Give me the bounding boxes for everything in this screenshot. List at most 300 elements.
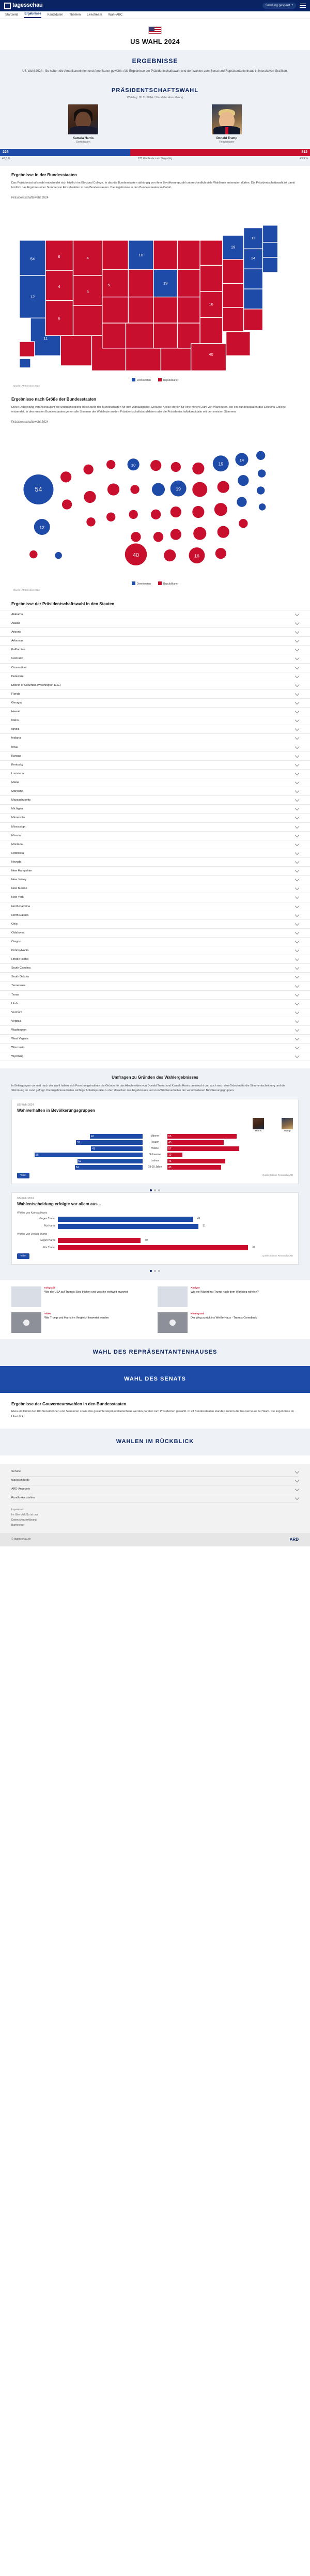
chevron-down-icon bbox=[295, 709, 299, 713]
avatar-trump bbox=[212, 104, 242, 134]
state-label: Massachusetts bbox=[11, 799, 31, 802]
chevron-down-icon bbox=[295, 912, 299, 916]
chevron-down-icon bbox=[295, 868, 299, 872]
teaser-item[interactable] bbox=[11, 1286, 152, 1307]
states-accordion-heading: Ergebnisse der Präsidentschaftswahl in den Staaten bbox=[11, 602, 115, 607]
nav-item-ergebnisse[interactable]: Ergebnisse bbox=[24, 12, 41, 19]
chevron-down-icon bbox=[295, 683, 299, 687]
accordion-item-state[interactable] bbox=[0, 725, 310, 734]
state-label: Iowa bbox=[11, 745, 18, 749]
state-label: Florida bbox=[11, 692, 21, 696]
chevron-down-icon bbox=[295, 798, 299, 802]
states-accordion bbox=[0, 610, 310, 1062]
chevron-down-icon bbox=[295, 815, 299, 819]
card-source: Quelle: Edison Research/ARD bbox=[262, 1254, 293, 1258]
carousel-dot-2[interactable] bbox=[154, 1270, 156, 1272]
map-legend bbox=[6, 376, 304, 384]
accordion-item-state[interactable] bbox=[0, 699, 310, 708]
state-label: Michigan bbox=[11, 807, 23, 811]
chevron-down-icon bbox=[295, 735, 299, 740]
state-label: West Virginia bbox=[11, 1037, 28, 1041]
teaser-item[interactable] bbox=[158, 1312, 299, 1333]
row-label: Latinos bbox=[150, 1159, 160, 1163]
accordion-item-state[interactable] bbox=[0, 619, 310, 628]
chevron-down-icon bbox=[295, 1036, 299, 1040]
chart-row bbox=[17, 1146, 293, 1151]
carousel-pager-2[interactable] bbox=[11, 1270, 299, 1272]
us-map-bubbles[interactable] bbox=[6, 430, 296, 579]
mini-candidate-trump bbox=[282, 1118, 293, 1133]
state-label: Kalifornien bbox=[11, 648, 25, 652]
menu-icon[interactable] bbox=[300, 4, 306, 8]
nav-item-wahl-abc[interactable]: Wahl-ABC bbox=[108, 13, 123, 17]
chevron-down-icon bbox=[295, 1054, 299, 1058]
state-label: Georgia bbox=[11, 701, 22, 704]
state-label: Maryland bbox=[11, 790, 24, 793]
chevron-down-icon bbox=[295, 842, 299, 846]
state-label: Tennessee bbox=[11, 984, 26, 988]
row-label: Für Trump bbox=[43, 1246, 55, 1249]
state-label: Kansas bbox=[11, 754, 21, 758]
svg-text:11: 11 bbox=[43, 336, 48, 341]
accordion-item-state[interactable] bbox=[0, 664, 310, 672]
nav-item-themen[interactable]: Themen bbox=[69, 13, 81, 17]
chevron-down-icon bbox=[295, 656, 299, 660]
chevron-down-icon bbox=[295, 877, 299, 881]
svg-text:6: 6 bbox=[58, 316, 60, 321]
presidential-title: PRÄSIDENTSCHAFTSWAHL bbox=[112, 87, 198, 94]
map-label: Präsidentschaftswahl 2024 bbox=[11, 196, 49, 200]
chart-row bbox=[17, 1238, 293, 1243]
teaser-kicker: Infografik bbox=[44, 1286, 55, 1289]
footer-link-barrierefrei[interactable]: Barrierefrei bbox=[11, 1524, 24, 1527]
chart-row bbox=[17, 1153, 293, 1157]
accordion-item-state[interactable] bbox=[0, 1026, 310, 1035]
accordion-item-state[interactable] bbox=[0, 628, 310, 637]
teaser-title: Wie die USA auf Trumps Sieg blicken und was ihn weltweit erwartet bbox=[44, 1290, 128, 1294]
value-right: 55 bbox=[168, 1135, 172, 1139]
chevron-down-icon bbox=[295, 1001, 299, 1005]
electoral-votes-dem: 226 bbox=[0, 149, 130, 156]
label-needed: 270 Wahlleute zum Sieg nötig bbox=[137, 157, 173, 160]
accordion-item-state[interactable] bbox=[0, 832, 310, 840]
nav-item-kandidaten[interactable]: Kandidaten bbox=[47, 13, 64, 17]
state-label: Ohio bbox=[11, 922, 18, 926]
svg-text:14: 14 bbox=[251, 256, 256, 261]
senate-section-header: WAHL DES SENATS bbox=[0, 1366, 310, 1393]
electoral-heading: Ergebnisse in der Bundesstaaten bbox=[11, 172, 77, 177]
accordion-item-state[interactable] bbox=[0, 778, 310, 787]
state-label: New York bbox=[11, 896, 24, 899]
state-label: Kentucky bbox=[11, 763, 24, 766]
chevron-down-icon bbox=[295, 983, 299, 987]
electoral-vote-bar bbox=[0, 149, 310, 156]
footer-row-ard-angebote[interactable] bbox=[11, 1485, 299, 1494]
accordion-item-state[interactable] bbox=[0, 708, 310, 716]
carousel-dot-1[interactable] bbox=[150, 1270, 152, 1272]
chevron-down-icon bbox=[295, 621, 299, 625]
state-label: South Dakota bbox=[11, 975, 29, 979]
hero bbox=[0, 19, 310, 50]
teaser-thumbnail bbox=[11, 1286, 41, 1307]
intro-band bbox=[0, 50, 310, 83]
state-label: Indiana bbox=[11, 737, 21, 740]
carousel-pager[interactable] bbox=[11, 1189, 299, 1191]
teaser-thumbnail-video bbox=[158, 1312, 188, 1333]
row-value: 69 bbox=[252, 1246, 256, 1249]
row-label: Gegen Harris bbox=[40, 1238, 55, 1242]
svg-text:54: 54 bbox=[30, 256, 35, 262]
state-label: District of Columbia (Washington D.C.) bbox=[11, 683, 61, 687]
survey-card-groups bbox=[11, 1099, 299, 1184]
chevron-down-icon bbox=[295, 1045, 299, 1049]
bubble-map-caption: Quelle: AP/Election 2024 bbox=[13, 588, 40, 591]
carousel-dot-1[interactable] bbox=[150, 1189, 152, 1191]
size-section bbox=[0, 390, 310, 424]
accordion-item-state[interactable] bbox=[0, 911, 310, 920]
state-label: Hawaii bbox=[11, 710, 20, 714]
chevron-down-icon bbox=[295, 948, 299, 952]
card-source: Quelle: Edison Research/ARD bbox=[262, 1174, 293, 1177]
accordion-item-state[interactable] bbox=[0, 938, 310, 946]
chevron-down-icon: ▾ bbox=[291, 4, 293, 7]
row-label: Weiße bbox=[151, 1147, 159, 1151]
candidate-party: Republikaner bbox=[219, 141, 235, 144]
accordion-item-state[interactable] bbox=[0, 743, 310, 752]
candidate-trump bbox=[155, 104, 299, 145]
chevron-down-icon bbox=[295, 762, 299, 766]
chevron-down-icon bbox=[295, 930, 299, 934]
carousel-dot-3[interactable] bbox=[158, 1189, 160, 1191]
footer-link-ueberblick[interactable]: Im Überblick/So ist uns bbox=[11, 1513, 38, 1517]
accordion-item-state[interactable] bbox=[0, 867, 310, 876]
us-map-choropleth[interactable] bbox=[6, 205, 296, 376]
surveys-text: In Befragungen vor und nach der Wahl haben sich Forschungsinstitute die Gründe für das Abschneiden von Donald Trump und Kamala Harris untersucht und auch nach den Gründen für die Stimmentscheidung und die Stimmung im Land gefragt. Die Ergebnisse bieten wichtige Anhaltspunkte zu den Ursachen des Ergebnisses und zum Wählerverhalten der verschiedenen Bevölkerungsgruppen. bbox=[11, 1084, 285, 1093]
value-right: 46 bbox=[168, 1160, 172, 1163]
chevron-down-icon bbox=[295, 1019, 299, 1023]
brand-name: tagesschau bbox=[12, 2, 43, 9]
accordion-item-state[interactable] bbox=[0, 823, 310, 832]
state-label: Mississippi bbox=[11, 825, 26, 829]
survey-card-motivation bbox=[11, 1192, 299, 1265]
state-label: Maine bbox=[11, 780, 20, 784]
chevron-down-icon bbox=[295, 753, 299, 757]
state-label: Virginia bbox=[11, 1019, 21, 1023]
svg-text:12: 12 bbox=[39, 525, 45, 530]
live-status-pill[interactable] bbox=[262, 3, 296, 9]
share-button[interactable]: Teilen bbox=[17, 1173, 29, 1178]
accordion-item-state[interactable] bbox=[0, 610, 310, 619]
main-nav bbox=[0, 11, 310, 19]
state-label: Minnesota bbox=[11, 816, 25, 820]
footer-link-impressum[interactable]: Impressum bbox=[11, 1508, 24, 1512]
state-label: Wyoming bbox=[11, 1055, 24, 1059]
card-candidate-header bbox=[17, 1118, 293, 1133]
accordion-item-state[interactable] bbox=[0, 902, 310, 911]
accordion-item-state[interactable] bbox=[0, 787, 310, 796]
footer-link-datenschutz[interactable]: Datenschutzerklärung bbox=[11, 1519, 37, 1522]
intro-heading: ERGEBNISSE bbox=[132, 57, 178, 65]
svg-text:16: 16 bbox=[194, 553, 199, 559]
row-label: 18-29 Jahre bbox=[148, 1166, 162, 1169]
accordion-item-state[interactable] bbox=[0, 752, 310, 761]
avatar-harris bbox=[68, 104, 98, 134]
accordion-item-state[interactable] bbox=[0, 1035, 310, 1044]
accordion-item-state[interactable] bbox=[0, 991, 310, 1000]
accordion-item-state[interactable] bbox=[0, 1052, 310, 1061]
accordion-item-state[interactable] bbox=[0, 1017, 310, 1026]
state-label: North Carolina bbox=[11, 904, 30, 908]
row-label: Männer bbox=[150, 1134, 160, 1138]
state-label: Colorado bbox=[11, 657, 23, 661]
logo-mark-icon bbox=[4, 3, 11, 9]
candidate-harris bbox=[11, 104, 155, 145]
state-label: Vermont bbox=[11, 1010, 22, 1014]
value-left: 53 bbox=[77, 1141, 80, 1145]
electoral-bar-labels bbox=[0, 156, 310, 166]
svg-text:4: 4 bbox=[58, 284, 60, 289]
state-label: Utah bbox=[11, 1002, 18, 1005]
state-label: Connecticut bbox=[11, 666, 27, 669]
chevron-down-icon bbox=[295, 895, 299, 899]
row-value: 49 bbox=[197, 1217, 200, 1221]
chart-row bbox=[17, 1159, 293, 1163]
accordion-item-state[interactable] bbox=[0, 672, 310, 681]
accordion-item-state[interactable] bbox=[0, 1008, 310, 1017]
row-label: Schwarze bbox=[149, 1153, 161, 1157]
value-right: 57 bbox=[168, 1147, 172, 1151]
teaser-thumbnail bbox=[158, 1286, 188, 1307]
accordion-item-state[interactable] bbox=[0, 761, 310, 770]
page-title: US WAHL 2024 bbox=[130, 38, 180, 45]
bubble-map-label: Präsidentschaftswahl 2024 bbox=[11, 420, 49, 424]
teaser-item[interactable] bbox=[158, 1286, 299, 1307]
mini-name: Harris bbox=[255, 1129, 262, 1132]
chevron-down-icon bbox=[295, 1469, 299, 1474]
footer-row-tagesschau[interactable] bbox=[11, 1477, 299, 1485]
candidate-party: Demokraten bbox=[76, 141, 90, 144]
chart-row bbox=[17, 1224, 293, 1229]
state-label: New Jersey bbox=[11, 878, 27, 882]
accordion-item-state[interactable] bbox=[0, 1044, 310, 1052]
copyright-bar bbox=[0, 1533, 310, 1546]
svg-text:5: 5 bbox=[107, 283, 110, 288]
nav-item-livestream[interactable]: Livestream bbox=[87, 13, 102, 17]
accordion-item-state[interactable] bbox=[0, 973, 310, 982]
footer-row-label: Service bbox=[11, 1470, 21, 1474]
chevron-down-icon bbox=[295, 806, 299, 810]
value-right: 12 bbox=[168, 1154, 172, 1157]
legend-dem: Demokraten bbox=[132, 581, 151, 586]
chevron-down-icon bbox=[295, 789, 299, 793]
top-bar bbox=[0, 0, 310, 11]
state-label: Texas bbox=[11, 993, 19, 996]
chevron-down-icon bbox=[295, 824, 299, 828]
candidate-list bbox=[0, 104, 310, 145]
state-label: Delaware bbox=[11, 674, 24, 678]
teaser-title: Wie viel Macht hat Trump nach dem Wahlsieg wirklich? bbox=[191, 1290, 259, 1294]
share-button[interactable]: Teilen bbox=[17, 1253, 29, 1259]
chevron-down-icon bbox=[295, 744, 299, 748]
chevron-down-icon bbox=[295, 647, 299, 651]
chevron-down-icon bbox=[295, 727, 299, 731]
governor-text: Etwa ein Drittel der 100 Senatorinnen und Senatoren sowie das gesamte Repräsentantenhaus werden parallel zum Präsidenten gewählt. In elf Bundesstaaten standen zudem die Gouverneure zur Wahl. Die Ergebnisse im Überblick. bbox=[11, 1410, 295, 1418]
svg-text:40: 40 bbox=[209, 352, 213, 357]
accordion-item-state[interactable] bbox=[0, 654, 310, 663]
footer bbox=[0, 1464, 310, 1533]
state-label: Nevada bbox=[11, 860, 22, 864]
chart-row bbox=[17, 1165, 293, 1170]
card-footer bbox=[17, 1173, 293, 1178]
house-section-header: WAHL DES REPRÄSENTANTENHAUSES bbox=[0, 1339, 310, 1366]
accordion-item-state[interactable] bbox=[0, 955, 310, 964]
value-left: 42 bbox=[90, 1135, 94, 1139]
intro-text: US-Wahl 2024 - So haben die Amerikanerinnen und Amerikaner gewählt: Alle Ergebnisse der Präsidentschaftswahl und der Wahlen zum Senat und Repräsentantenhaus in interaktiven Grafiken. bbox=[22, 70, 288, 73]
footer-row-rundfunkanstalten[interactable] bbox=[11, 1494, 299, 1503]
accordion-item-state[interactable] bbox=[0, 929, 310, 938]
avatar-trump-small bbox=[282, 1118, 293, 1129]
card-footer bbox=[17, 1253, 293, 1259]
mini-candidate-harris bbox=[253, 1118, 264, 1133]
accordion-item-state[interactable] bbox=[0, 893, 310, 902]
chart-row bbox=[17, 1134, 293, 1139]
value-right: 43 bbox=[168, 1166, 172, 1170]
accordion-item-state[interactable] bbox=[0, 946, 310, 955]
legend-rep: Republikaner bbox=[158, 581, 178, 586]
row-label: Für Harris bbox=[43, 1224, 55, 1228]
chevron-down-icon bbox=[295, 780, 299, 784]
chevron-down-icon bbox=[295, 886, 299, 890]
state-label: Washington bbox=[11, 1029, 27, 1032]
chevron-down-icon bbox=[295, 771, 299, 775]
chevron-down-icon bbox=[295, 630, 299, 634]
candidate-name: Kamala Harris bbox=[72, 136, 94, 140]
chevron-down-icon bbox=[295, 1478, 299, 1482]
nav-item-startseite[interactable]: Startseite bbox=[5, 13, 19, 17]
accordion-item-state[interactable] bbox=[0, 637, 310, 646]
chevron-down-icon bbox=[295, 860, 299, 864]
accordion-item-state[interactable] bbox=[0, 734, 310, 743]
state-label: Montana bbox=[11, 842, 23, 846]
presidential-subtitle: Wahltag: 05.11.2024 / Stand der Auszählung bbox=[127, 96, 183, 99]
footer-row-label: Rundfunkanstalten bbox=[11, 1496, 35, 1500]
svg-text:11: 11 bbox=[251, 236, 256, 241]
state-label: South Carolina bbox=[11, 967, 31, 970]
electoral-section bbox=[0, 166, 310, 200]
svg-text:6: 6 bbox=[58, 254, 60, 259]
state-results-map[interactable] bbox=[0, 202, 310, 390]
accordion-item-state[interactable] bbox=[0, 849, 310, 858]
accordion-item-state[interactable] bbox=[0, 884, 310, 893]
svg-text:19: 19 bbox=[230, 244, 236, 250]
chevron-down-icon bbox=[295, 833, 299, 837]
accordion-item-state[interactable] bbox=[0, 920, 310, 929]
teaser-kicker: Video bbox=[44, 1312, 51, 1315]
top-bar-right bbox=[262, 3, 306, 9]
card-title: Wahlverhalten in Bevölkerungsgruppen bbox=[17, 1108, 95, 1113]
presidential-result bbox=[0, 83, 310, 166]
svg-text:10: 10 bbox=[131, 463, 136, 468]
accordion-item-state[interactable] bbox=[0, 964, 310, 973]
state-label: Missouri bbox=[11, 834, 22, 837]
svg-text:12: 12 bbox=[30, 294, 35, 299]
state-label: Alabama bbox=[11, 612, 23, 616]
legend-dem: Demokraten bbox=[132, 378, 151, 382]
svg-text:40: 40 bbox=[133, 552, 139, 559]
state-label: Pennsylvania bbox=[11, 949, 29, 953]
carousel-dot-3[interactable] bbox=[158, 1270, 160, 1272]
footer-links bbox=[11, 1503, 299, 1531]
row-label: Gegen Trump bbox=[39, 1217, 55, 1221]
electoral-votes-rep: 312 bbox=[130, 149, 310, 156]
accordion-item-state[interactable] bbox=[0, 982, 310, 990]
chevron-down-icon bbox=[295, 1010, 299, 1014]
chevron-down-icon bbox=[295, 692, 299, 696]
ard-logo: ARD bbox=[289, 1537, 299, 1542]
chevron-down-icon bbox=[295, 700, 299, 704]
live-status-label: Sendung gesperrt bbox=[265, 4, 290, 7]
teaser-title: Wie Trump und Harris im Vergleich bewertet werden bbox=[44, 1316, 109, 1320]
state-label: Nebraska bbox=[11, 851, 24, 855]
accordion-item-state[interactable] bbox=[0, 770, 310, 778]
state-label: Alaska bbox=[11, 622, 20, 625]
chevron-down-icon bbox=[295, 851, 299, 855]
brand-logo[interactable] bbox=[4, 2, 43, 10]
accordion-item-state[interactable] bbox=[0, 690, 310, 699]
teaser-grid bbox=[0, 1280, 310, 1339]
copyright-text: © tagesschau.de bbox=[11, 1538, 31, 1541]
chevron-down-icon bbox=[295, 974, 299, 978]
candidate-name: Donald Trump bbox=[216, 136, 238, 140]
svg-text:16: 16 bbox=[209, 302, 213, 307]
svg-text:10: 10 bbox=[138, 253, 143, 258]
footer-row-service[interactable] bbox=[11, 1468, 299, 1477]
electoral-text: Das Präsidentschaftswahl entscheidet sich letztlich im Electoral College. In das die Bundesstaaten abhängig von ihrer Bevölkerungszahl unterschiedlich viele Wahlleute entsenden dürfen. Die Präsidentschaftswahl ist damit letztlich das Ergebnis einer Summe von Einzelwahlen in den Bundesstaaten. Die Ergebnisse in den Bundesstaaten im Detail. bbox=[11, 181, 295, 190]
state-label: New Mexico bbox=[11, 887, 27, 891]
accordion-item-state[interactable] bbox=[0, 1000, 310, 1008]
svg-text:19: 19 bbox=[163, 281, 168, 286]
teaser-title: Der Weg zurück ins Weiße Haus - Trumps Comeback bbox=[191, 1316, 257, 1320]
accordion-item-state[interactable] bbox=[0, 716, 310, 725]
accordion-item-state[interactable] bbox=[0, 646, 310, 654]
teaser-thumbnail-video bbox=[11, 1312, 41, 1333]
chevron-down-icon bbox=[295, 673, 299, 678]
teaser-kicker: Hintergrund bbox=[191, 1312, 205, 1315]
carousel-dot-2[interactable] bbox=[154, 1189, 156, 1191]
accordion-item-state[interactable] bbox=[0, 805, 310, 814]
card-kicker: US-Wahl 2024 bbox=[17, 1103, 34, 1107]
accordion-item-state[interactable] bbox=[0, 796, 310, 805]
us-flag-icon bbox=[148, 26, 162, 34]
state-size-map[interactable] bbox=[0, 426, 310, 594]
accordion-item-state[interactable] bbox=[0, 858, 310, 867]
chevron-down-icon bbox=[295, 903, 299, 908]
accordion-item-state[interactable] bbox=[0, 840, 310, 849]
row-value: 30 bbox=[145, 1238, 148, 1242]
teaser-item[interactable] bbox=[11, 1312, 152, 1333]
governor-heading: Ergebnisse der Gouverneurswahlen in den Bundesstaaten bbox=[11, 1401, 127, 1406]
value-left: 54 bbox=[75, 1166, 79, 1170]
avatar-harris-small bbox=[253, 1118, 264, 1129]
accordion-item-state[interactable] bbox=[0, 681, 310, 690]
group-label-trump: Wähler von Donald Trump bbox=[17, 1233, 48, 1236]
state-label: Idaho bbox=[11, 719, 19, 723]
value-left: 86 bbox=[36, 1154, 39, 1157]
accordion-item-state[interactable] bbox=[0, 876, 310, 884]
state-label: Oklahoma bbox=[11, 931, 25, 934]
accordion-item-state[interactable] bbox=[0, 814, 310, 822]
mini-name: Trump bbox=[284, 1129, 291, 1132]
